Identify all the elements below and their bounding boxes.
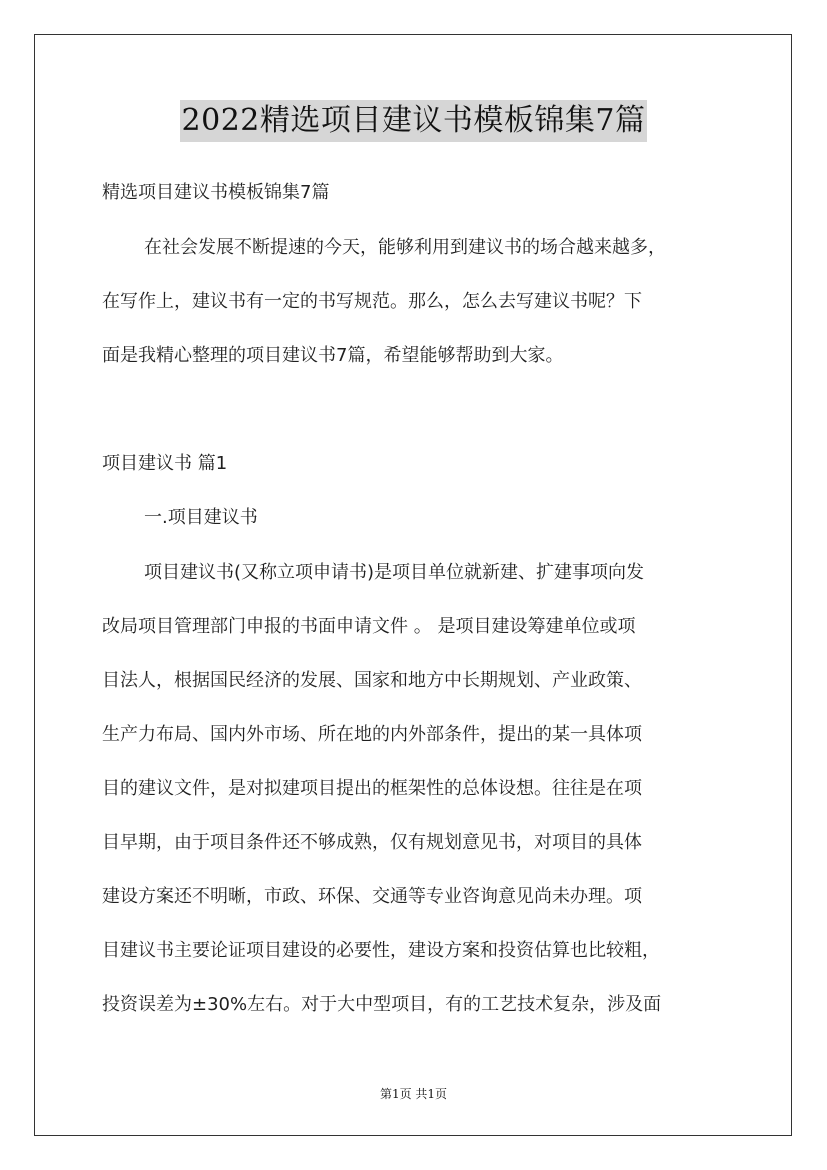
document-title: 2022精选项目建议书模板锦集7篇 <box>180 100 648 142</box>
body-line-3: 目法人，根据国民经济的发展、国家和地方中长期规划、产业政策、 <box>102 670 642 691</box>
section-heading: 项目建议书 篇1 <box>102 453 228 474</box>
body-line-7: 建设方案还不明晰，市政、环保、交通等专业咨询意见尚未办理。项 <box>102 886 642 907</box>
intro-line-3: 面是我精心整理的项目建议书7篇，希望能够帮助到大家。 <box>102 345 564 366</box>
title-container <box>0 100 827 142</box>
body-line-8: 目建议书主要论证项目建设的必要性，建设方案和投资估算也比较粗， <box>102 940 660 961</box>
body-line-4: 生产力布局、国内外市场、所在地的内外部条件，提出的某一具体项 <box>102 724 642 745</box>
page-footer: 第1页 共1页 <box>379 1087 448 1101</box>
body-line-2: 改局项目管理部门申报的书面申请文件 。 是项目建设筹建单位或项 <box>102 616 636 637</box>
sub-heading: 一.项目建议书 <box>144 507 258 528</box>
intro-line-2: 在写作上，建议书有一定的书写规范。那么，怎么去写建议书呢？下 <box>102 291 642 312</box>
document-subtitle: 精选项目建议书模板锦集7篇 <box>102 182 330 203</box>
body-line-5: 目的建议文件，是对拟建项目提出的框架性的总体设想。往往是在项 <box>102 778 642 799</box>
intro-line-1: 在社会发展不断提速的今天，能够利用到建议书的场合越来越多， <box>144 237 666 258</box>
body-line-6: 目早期，由于项目条件还不够成熟，仅有规划意见书，对项目的具体 <box>102 832 642 853</box>
body-line-9: 投资误差为±30%左右。对于大中型项目，有的工艺技术复杂，涉及面 <box>102 994 662 1015</box>
body-line-1: 项目建议书(又称立项申请书)是项目单位就新建、扩建事项向发 <box>144 562 645 583</box>
